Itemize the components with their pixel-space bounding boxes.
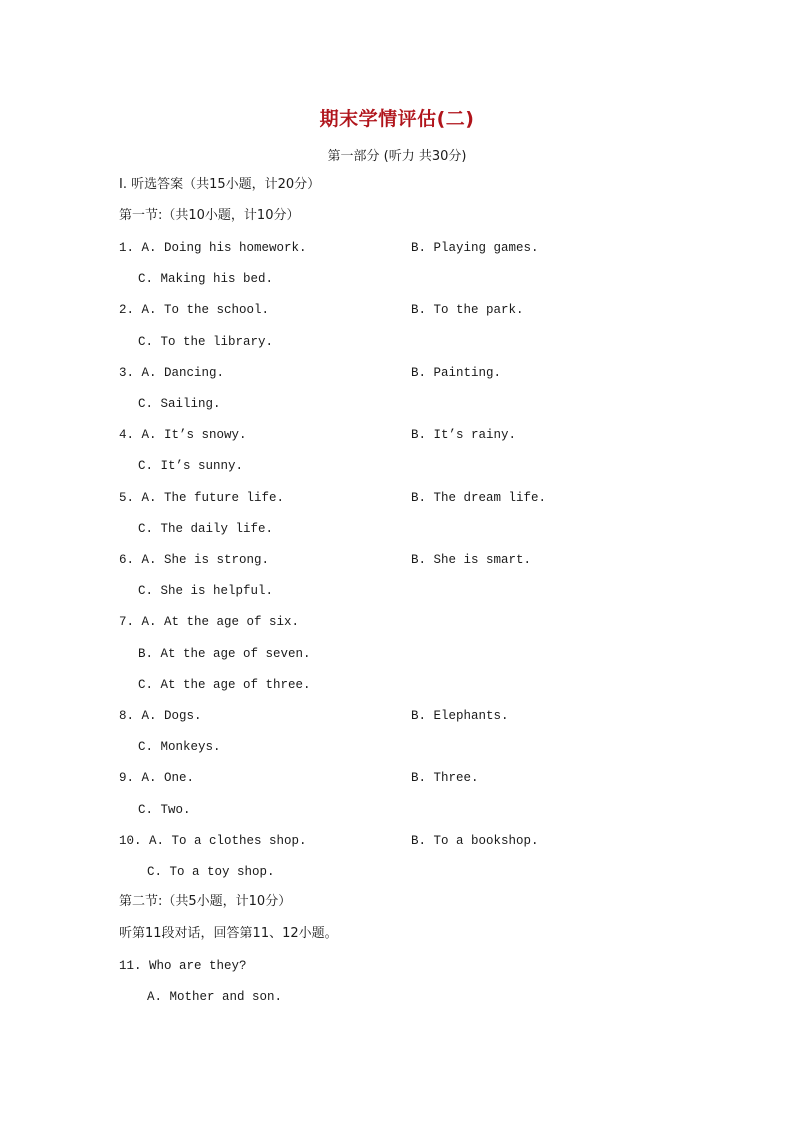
- question-3-option-c: C. Sailing.: [138, 397, 221, 411]
- question-11-stem: 11. Who are they?: [119, 959, 247, 973]
- section-heading-listening: Ⅰ. 听选答案（共15小题，计20分）: [119, 177, 321, 192]
- question-6-option-c: C. She is helpful.: [138, 584, 274, 598]
- question-9-option-b: B. Three.: [411, 771, 479, 785]
- section-heading-part2: 第二节:（共5小题，计10分）: [119, 894, 292, 909]
- question-5-option-b: B. The dream life.: [411, 491, 547, 505]
- question-2-option-c: C. To the library.: [138, 335, 274, 349]
- question-7-option-c: C. At the age of three.: [138, 678, 311, 692]
- question-7-option-a: 7. A. At the age of six.: [119, 615, 300, 629]
- question-4-option-b: B. It’s rainy.: [411, 428, 517, 442]
- question-3-option-b: B. Painting.: [411, 366, 502, 380]
- page-title: 期末学情评估(二): [319, 108, 475, 130]
- question-10-option-a: 10. A. To a clothes shop.: [119, 834, 307, 848]
- question-9-option-c: C. Two.: [138, 803, 191, 817]
- question-5-option-c: C. The daily life.: [138, 522, 274, 536]
- question-11-option-a: A. Mother and son.: [147, 990, 283, 1004]
- question-10-option-b: B. To a bookshop.: [411, 834, 539, 848]
- question-10-option-c: C. To a toy shop.: [147, 865, 275, 879]
- dialogue-11-instruction: 听第11段对话，回答第11、12小题。: [119, 926, 338, 941]
- question-2-option-b: B. To the park.: [411, 303, 524, 317]
- part-subtitle: 第一部分 (听力 共30分): [327, 149, 467, 164]
- question-1-option-c: C. Making his bed.: [138, 272, 274, 286]
- question-8-option-c: C. Monkeys.: [138, 740, 221, 754]
- question-4-option-c: C. It’s sunny.: [138, 459, 244, 473]
- question-1-option-b: B. Playing games.: [411, 241, 539, 255]
- question-1-option-a: 1. A. Doing his homework.: [119, 241, 307, 255]
- question-5-option-a: 5. A. The future life.: [119, 491, 285, 505]
- question-2-option-a: 2. A. To the school.: [119, 303, 270, 317]
- question-4-option-a: 4. A. It’s snowy.: [119, 428, 247, 442]
- question-3-option-a: 3. A. Dancing.: [119, 366, 225, 380]
- section-heading-part1: 第一节:（共10小题，计10分）: [119, 208, 300, 223]
- question-8-option-b: B. Elephants.: [411, 709, 509, 723]
- question-9-option-a: 9. A. One.: [119, 771, 195, 785]
- question-8-option-a: 8. A. Dogs.: [119, 709, 202, 723]
- question-6-option-a: 6. A. She is strong.: [119, 553, 270, 567]
- question-7-option-b: B. At the age of seven.: [138, 647, 311, 661]
- question-6-option-b: B. She is smart.: [411, 553, 532, 567]
